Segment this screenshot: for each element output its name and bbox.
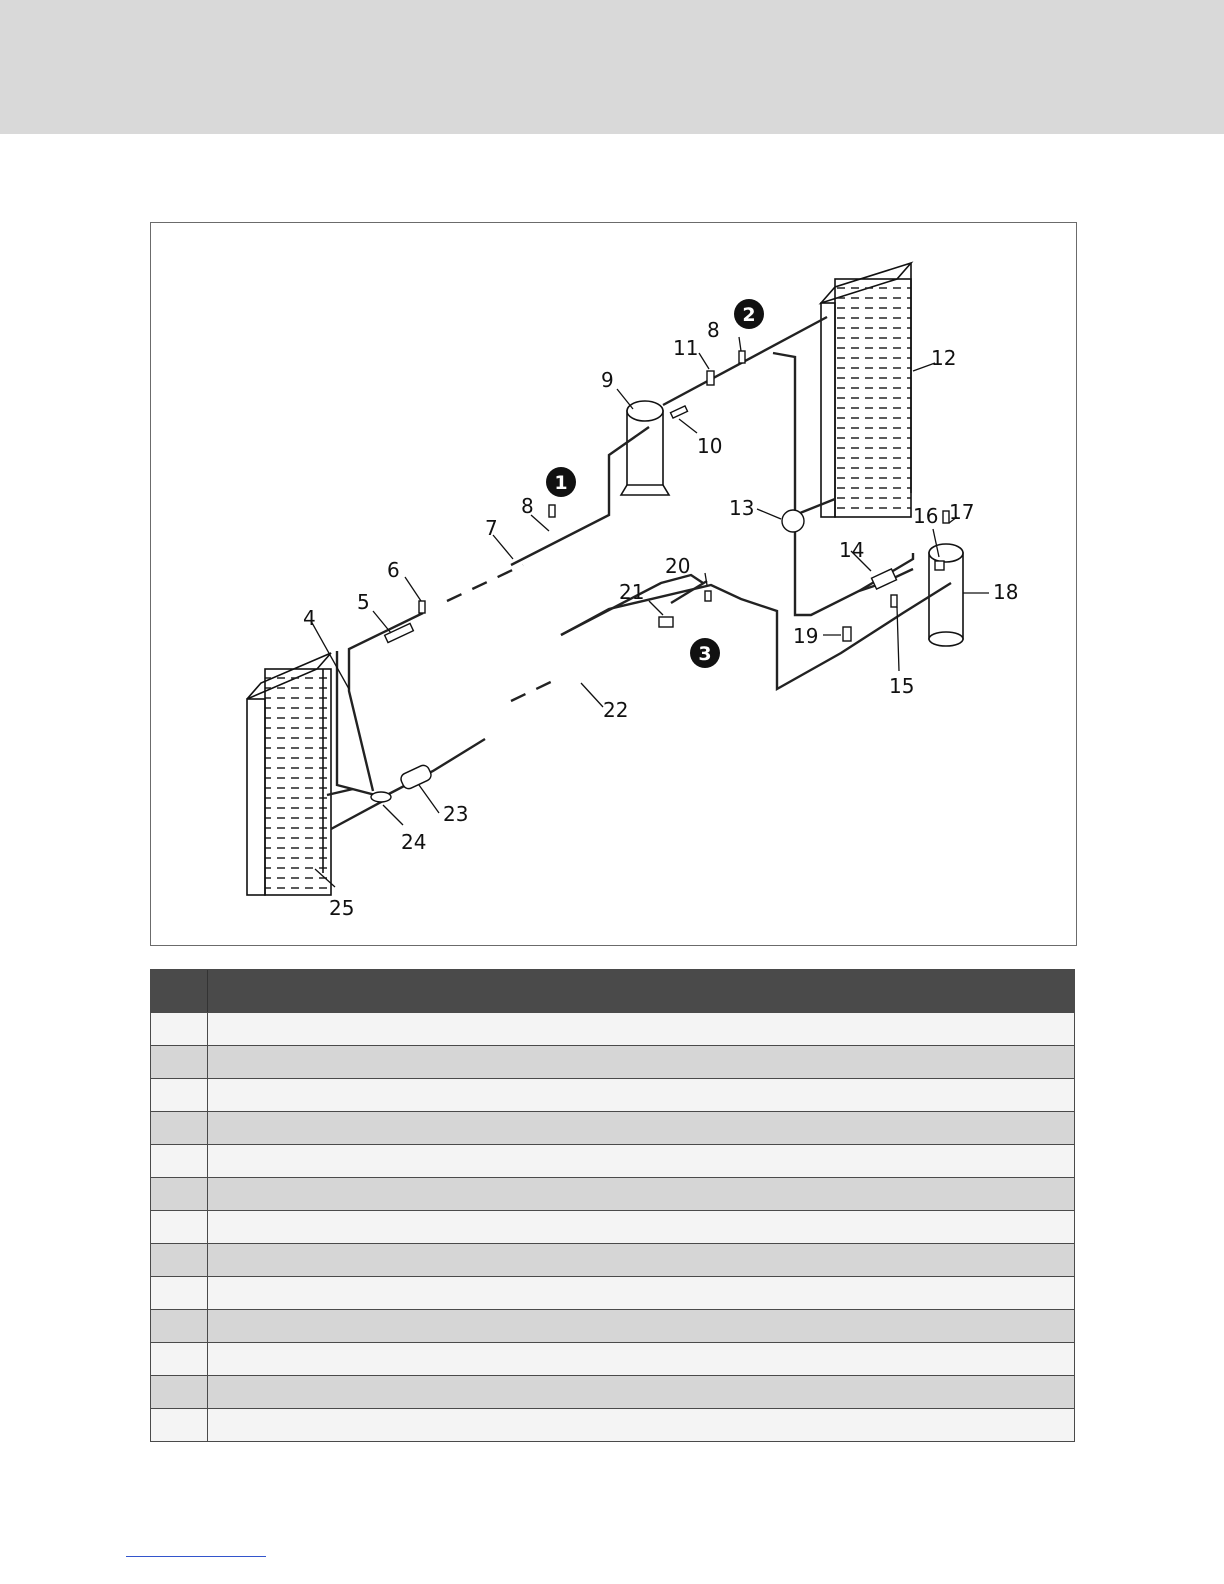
condenser-coil xyxy=(821,263,911,517)
legend-row-number-cell xyxy=(151,1310,208,1342)
legend-row-number-cell xyxy=(151,1112,208,1144)
legend-row-number-cell xyxy=(151,1343,208,1375)
legend-row xyxy=(151,1111,1074,1144)
legend-row-description-cell xyxy=(208,1211,1074,1243)
legend-header-number-col xyxy=(151,970,208,1012)
legend-row xyxy=(151,1078,1074,1111)
legend-header xyxy=(151,970,1074,1012)
legend-row-description-cell xyxy=(208,1013,1074,1045)
part-label-5: 5 xyxy=(357,590,370,614)
part-label-15: 15 xyxy=(889,674,915,698)
part-label-24: 24 xyxy=(401,830,427,854)
footer-link-underline xyxy=(126,1556,266,1557)
part-label-4: 4 xyxy=(303,606,316,630)
legend-row-number-cell xyxy=(151,1178,208,1210)
part-label-22: 22 xyxy=(603,698,629,722)
legend-row xyxy=(151,1375,1074,1408)
parts-legend-table xyxy=(150,969,1075,1442)
compressor xyxy=(621,401,669,495)
evaporator-coil xyxy=(247,653,331,895)
legend-row-description-cell xyxy=(208,1409,1074,1441)
part-label-8-lower: 8 xyxy=(521,494,534,518)
part-label-16: 16 xyxy=(913,504,939,528)
legend-row xyxy=(151,1210,1074,1243)
part-label-6: 6 xyxy=(387,558,400,582)
header-band xyxy=(0,0,1224,134)
part-label-14: 14 xyxy=(839,538,865,562)
legend-row-number-cell xyxy=(151,1244,208,1276)
part-label-21: 21 xyxy=(619,580,645,604)
legend-row-description-cell xyxy=(208,1376,1074,1408)
callout-2 xyxy=(734,299,764,329)
svg-text:2: 2 xyxy=(742,304,756,326)
legend-row-number-cell xyxy=(151,1145,208,1177)
svg-text:3: 3 xyxy=(698,643,712,665)
part-label-7: 7 xyxy=(485,516,498,540)
legend-row-description-cell xyxy=(208,1277,1074,1309)
part-label-9: 9 xyxy=(601,368,614,392)
part-label-8-upper: 8 xyxy=(707,318,720,342)
refrigerant-circuit-diagram xyxy=(150,222,1077,946)
legend-row-number-cell xyxy=(151,1277,208,1309)
legend-row-description-cell xyxy=(208,1145,1074,1177)
legend-row-description-cell xyxy=(208,1112,1074,1144)
part-label-20: 20 xyxy=(665,554,691,578)
legend-row-number-cell xyxy=(151,1013,208,1045)
legend-row-number-cell xyxy=(151,1046,208,1078)
legend-rows xyxy=(151,1012,1074,1441)
legend-row xyxy=(151,1276,1074,1309)
legend-row-description-cell xyxy=(208,1244,1074,1276)
legend-row-number-cell xyxy=(151,1079,208,1111)
legend-row xyxy=(151,1309,1074,1342)
legend-row-description-cell xyxy=(208,1310,1074,1342)
pipe-break-lines xyxy=(447,565,557,701)
part-label-17: 17 xyxy=(949,500,975,524)
legend-row xyxy=(151,1342,1074,1375)
part-label-23: 23 xyxy=(443,802,469,826)
callout-3 xyxy=(690,638,720,668)
part-label-13: 13 xyxy=(729,496,755,520)
part-label-25: 25 xyxy=(329,896,355,920)
callout-1 xyxy=(546,467,576,497)
legend-row xyxy=(151,1177,1074,1210)
legend-row xyxy=(151,1144,1074,1177)
legend-row-description-cell xyxy=(208,1178,1074,1210)
legend-row xyxy=(151,1243,1074,1276)
legend-row-description-cell xyxy=(208,1079,1074,1111)
legend-row-description-cell xyxy=(208,1046,1074,1078)
legend-row-number-cell xyxy=(151,1376,208,1408)
legend-row xyxy=(151,1045,1074,1078)
legend-row-number-cell xyxy=(151,1409,208,1441)
legend-row xyxy=(151,1408,1074,1441)
legend-row xyxy=(151,1012,1074,1045)
part-label-12: 12 xyxy=(931,346,957,370)
part-label-10: 10 xyxy=(697,434,723,458)
part-label-11: 11 xyxy=(673,336,699,360)
part-label-19: 19 xyxy=(793,624,819,648)
legend-row-number-cell xyxy=(151,1211,208,1243)
diagram-svg xyxy=(151,223,1077,946)
svg-text:1: 1 xyxy=(554,472,568,494)
legend-row-description-cell xyxy=(208,1343,1074,1375)
part-label-18: 18 xyxy=(993,580,1019,604)
